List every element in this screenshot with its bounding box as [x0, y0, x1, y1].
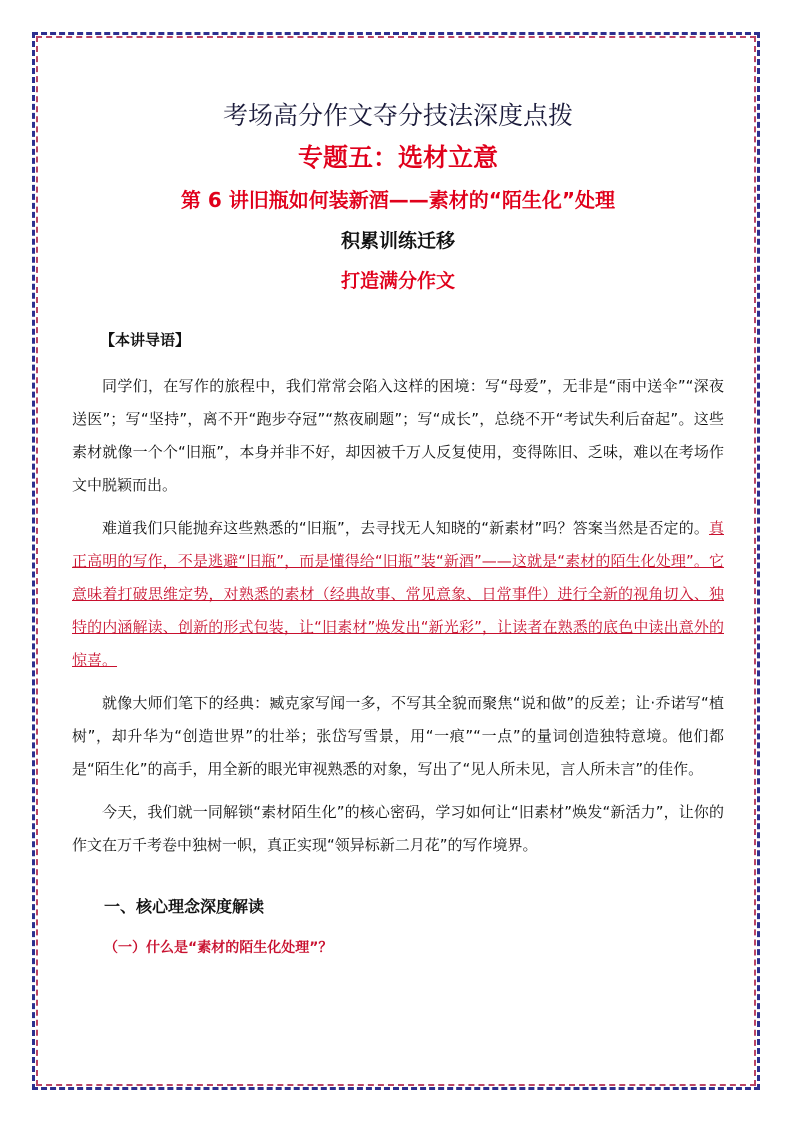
intro-paragraph-4: 今天，我们就一同解锁“素材陌生化”的核心密码，学习如何让“旧素材”焕发“新活力”，让你的作文在万千考卷中独树一帜，真正实现“领异标新二月花”的写作境界。 — [72, 803, 724, 854]
subtitle-accumulate: 积累训练迁移 — [340, 230, 455, 252]
intro-paragraph-1: 同学们，在写作的旅程中，我们常常会陷入这样的困境：写“母爱”，无非是“雨中送伞”“深夜送医”；写“坚持”，离不开“跑步夺冠”“熬夜刷题”；写“成长”，总绕不开“考试失利后奋起”。这些素材就像一个个“旧瓶”，本身并非不好，却因被千万人反复使用，变得陈旧、乏味，难以在考场作文中脱颖而出。 — [72, 377, 724, 494]
subtitle-fullscore: 打造满分作文 — [340, 270, 455, 292]
intro-paragraph-2-plain: 难道我们只能抛弃这些熟悉的“旧瓶”，去寻找无人知晓的“新素材”吗？答案当然是否定的。 — [102, 519, 709, 537]
intro-paragraph-2-highlight: 真正高明的写作，不是逃避“旧瓶”，而是懂得给“旧瓶”装“新酒”——这就是“素材的陌生化处理”。它意味着打破思维定势，对熟悉的素材（经典故事、常见意象、日常事件）进行全新的视角切入、独特的内涵解读、创新的形式包装，让“旧素材”焕发出“新光彩”，让读者在熟悉的底色中读出意外的惊喜。 — [72, 519, 725, 669]
section-heading-1: 一、核心理念深度解读 — [104, 897, 265, 916]
lecture-title: 第 6 讲旧瓶如何装新酒——素材的“陌生化”处理 — [180, 188, 616, 212]
intro-paragraph-3: 就像大师们笔下的经典：臧克家写闻一多，不写其全貌而聚焦“说和做”的反差；让·乔诺写“植树”，却升华为“创造世界”的壮举；张岱写雪景，用“一痕”“一点”的量词创造独特意境。他们都是“陌生化”的高手，用全新的眼光审视熟悉的对象，写出了“见人所未见，言人所未言”的佳作。 — [72, 694, 724, 778]
main-title: 考场高分作文夺分技法深度点拨 — [222, 101, 573, 130]
document-content — [72, 95, 724, 957]
topic-title: 专题五：选材立意 — [297, 143, 498, 172]
section-heading-1-1: （一）什么是“素材的陌生化处理”？ — [104, 940, 333, 956]
intro-label: 【本讲导语】 — [100, 331, 191, 349]
intro-paragraph-2 — [72, 512, 724, 677]
